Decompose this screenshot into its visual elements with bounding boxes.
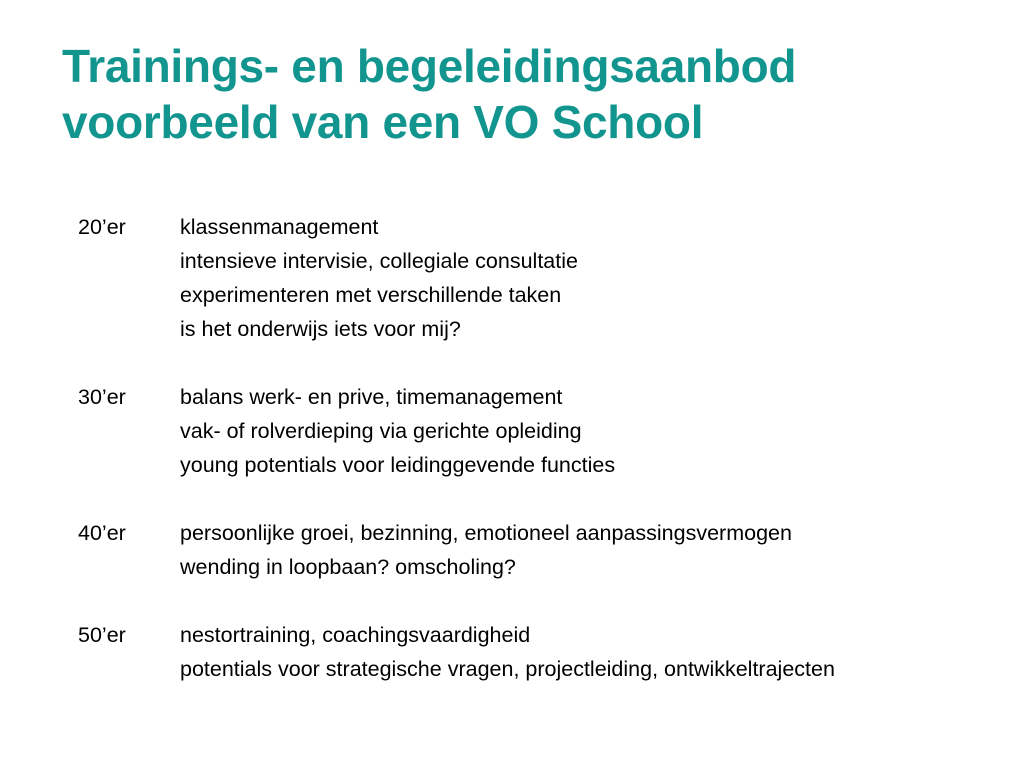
- age-group-items: [180, 380, 1008, 482]
- age-label: 30’er: [78, 385, 126, 409]
- list-item: is het onderwijs iets voor mij?: [180, 317, 461, 341]
- list-item: balans werk- en prive, timemanagement: [180, 385, 563, 409]
- title-line-1: Trainings- en begeleidingsaanbod: [62, 40, 797, 92]
- list-item: klassenmanagement: [180, 215, 379, 239]
- list-item: experimenteren met verschillende taken: [180, 283, 562, 307]
- list-item: potentials voor strategische vragen, projectleiding, ontwikkeltrajecten: [180, 657, 835, 681]
- list-item: young potentials voor leidinggevende functies: [180, 453, 616, 477]
- age-group-items: [180, 210, 1008, 346]
- age-group-list: [78, 210, 1008, 686]
- age-group-40: [78, 516, 1008, 584]
- age-group-50: [78, 618, 1008, 686]
- slide-title: [62, 38, 1002, 150]
- list-item: vak- of rolverdieping via gerichte opleiding: [180, 419, 582, 443]
- list-item: intensieve intervisie, collegiale consultatie: [180, 249, 578, 273]
- title-line-2: voorbeeld van een VO School: [62, 96, 704, 148]
- age-group-items: [180, 618, 1008, 686]
- age-label: 20’er: [78, 215, 126, 239]
- age-group-20: [78, 210, 1008, 346]
- age-group-items: [180, 516, 1008, 584]
- list-item: nestortraining, coachingsvaardigheid: [180, 623, 531, 647]
- age-label: 40’er: [78, 521, 126, 545]
- age-group-30: [78, 380, 1008, 482]
- age-label: 50’er: [78, 623, 126, 647]
- list-item: wending in loopbaan? omscholing?: [180, 555, 516, 579]
- list-item: persoonlijke groei, bezinning, emotioneel aanpassingsvermogen: [180, 521, 792, 545]
